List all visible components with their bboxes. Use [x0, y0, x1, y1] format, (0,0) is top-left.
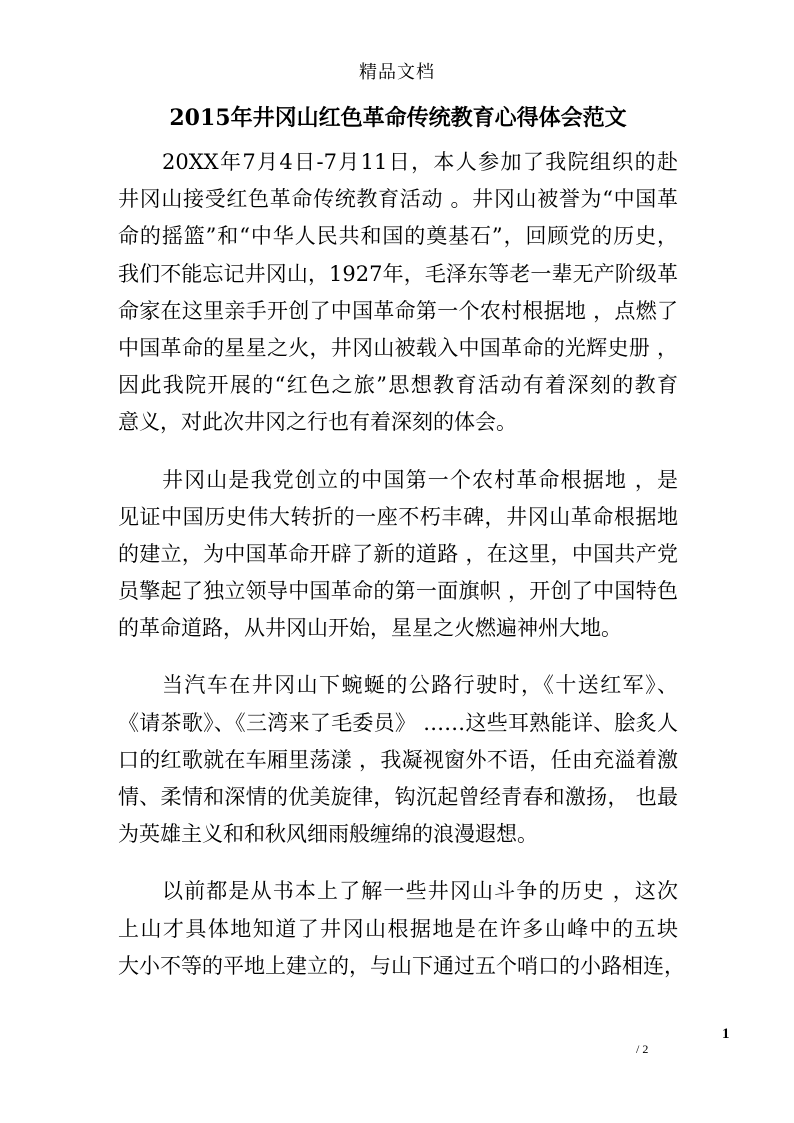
- text-line: 员擎起了独立领导中国革命的第一面旗帜 ，开创了中国特色: [118, 579, 678, 604]
- text-line: 20XX年7月4日-7月11日，本人参加了我院组织的赴: [162, 150, 678, 174]
- text-line: 命的摇篮”和“中华人民共和国的奠基石”，回顾党的历史，: [118, 224, 678, 249]
- paragraph: [118, 462, 678, 648]
- text-line: 中国革命的星星之火，井冈山被载入中国革命的光辉史册 ，: [118, 335, 678, 360]
- text-line: 上山才具体地知道了井冈山根据地是在许多山峰中的五块: [118, 916, 678, 941]
- paragraph: [118, 667, 678, 853]
- text-line: 《请茶歌》、《三湾来了毛委员》 ……这些耳熟能详、脍炙人: [118, 710, 678, 735]
- text-line: 见证中国历史伟大转折的一座不朽丰碑，井冈山革命根据地: [118, 504, 678, 529]
- paragraph: [118, 873, 685, 985]
- text-line: 我们不能忘记井冈山，1927年，毛泽东等老一辈无产阶级革: [118, 261, 678, 286]
- text-line: 以前都是从书本上了解一些井冈山斗争的历史 ，这次: [162, 879, 678, 904]
- page-number: 1: [722, 1026, 730, 1042]
- text-line: 井冈山是我党创立的中国第一个农村革命根据地 ，是: [162, 467, 678, 492]
- text-line: 的建立，为中国革命开辟了新的道路 ，在这里，中国共产党: [118, 541, 678, 566]
- paragraph: [118, 144, 678, 442]
- text-line: 因此我院开展的“红色之旅”思想教育活动有着深刻的教育: [118, 373, 678, 398]
- text-line: 大小不等的平地上建立的，与山下通过五个哨口的小路相连，: [118, 953, 685, 978]
- text-line: 为英雄主义和和秋风细雨般缠绵的浪漫遐想。: [118, 822, 538, 847]
- text-line: 口的红歌就在车厢里荡漾 ，我凝视窗外不语，任由充溢着激: [118, 747, 678, 772]
- text-line: 意义，对此次井冈之行也有着深刻的体会。: [118, 410, 517, 435]
- page-header-label: 精品文档: [359, 62, 435, 83]
- text-line: 当汽车在井冈山下蜿蜒的公路行驶时，《十送红军》、: [162, 673, 678, 698]
- text-line: 的革命道路，从井冈山开始，星星之火燃遍神州大地。: [118, 616, 622, 641]
- document-body: [118, 144, 685, 985]
- page-count: / 2: [636, 1042, 649, 1056]
- text-line: 命家在这里亲手开创了中国革命第一个农村根据地 ，点燃了: [118, 298, 678, 323]
- text-line: 井冈山接受红色革命传统教育活动 。井冈山被誉为“中国革: [118, 187, 678, 212]
- document-title: 2015年井冈山红色革命传统教育心得体会范文: [169, 105, 627, 131]
- text-line: 情、柔情和深情的优美旋律，钩沉起曾经青春和激扬， 也最: [118, 785, 678, 809]
